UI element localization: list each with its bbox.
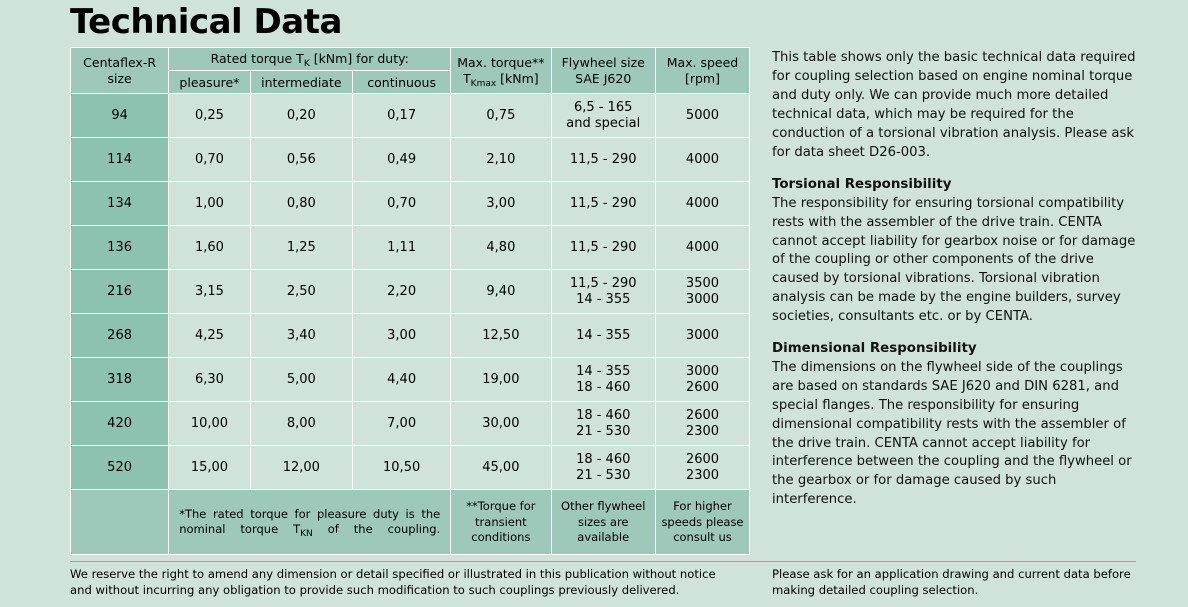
table-row — [71, 226, 750, 270]
header-max-speed-line2: [rpm] — [684, 70, 720, 86]
cell-size: 94 — [71, 94, 169, 138]
cell-pleasure: 15,00 — [169, 446, 250, 490]
cell-intermediate: 0,80 — [250, 182, 352, 226]
header-max-torque-line2 — [451, 71, 550, 87]
cell-max-speed: 3000 — [655, 314, 749, 358]
cell-intermediate: 0,56 — [250, 138, 352, 182]
cell-flywheel: 11,5 - 290 — [551, 226, 655, 270]
cell-max-torque: 0,75 — [451, 94, 551, 138]
dimensional-heading: Dimensional Responsibility — [772, 340, 977, 356]
footnote-rated-post: of the coupling. — [312, 522, 441, 537]
cell-flywheel: 14 - 355 — [551, 314, 655, 358]
cell-intermediate: 3,40 — [250, 314, 352, 358]
cell-size: 520 — [71, 446, 169, 490]
cell-size: 420 — [71, 402, 169, 446]
cell-continuous: 4,40 — [353, 358, 451, 402]
header-flywheel-line2: SAE J620 — [575, 70, 632, 86]
cell-intermediate: 0,20 — [250, 94, 352, 138]
cell-intermediate: 8,00 — [250, 402, 352, 446]
footnote-rated-torque — [169, 490, 451, 555]
cell-size: 134 — [71, 182, 169, 226]
cell-continuous: 0,17 — [353, 94, 451, 138]
cell-flywheel: 14 - 355 18 - 460 — [551, 358, 655, 402]
cell-max-speed: 4000 — [655, 182, 749, 226]
cell-flywheel: 18 - 460 21 - 530 — [551, 402, 655, 446]
cell-pleasure: 1,60 — [169, 226, 250, 270]
cell-size: 268 — [71, 314, 169, 358]
cell-continuous: 1,11 — [353, 226, 451, 270]
footnote-speed: For higher speeds please consult us — [655, 490, 749, 555]
footnote-max-torque: **Torque for transient conditions — [451, 490, 551, 555]
dimensional-body: The dimensions on the flywheel side of the couplings are based on standards SAE J620 and DIN 6281, and special flanges. The responsibility for ensuring dimensional compatibility rests with the assembler of the drive train. CENTA cannot accept liability for interference between the coupling and the flywheel or the gearbox or for damage caused by such interference. — [772, 360, 1132, 508]
cell-continuous: 3,00 — [353, 314, 451, 358]
cell-max-torque: 30,00 — [451, 402, 551, 446]
header-flywheel-line1: Flywheel size — [561, 55, 645, 71]
cell-continuous: 2,20 — [353, 270, 451, 314]
cell-max-speed: 4000 — [655, 226, 749, 270]
technical-data-table — [70, 47, 750, 555]
header-rated-torque-sub: K — [303, 59, 310, 70]
table-body — [71, 94, 750, 490]
cell-flywheel: 11,5 - 290 — [551, 182, 655, 226]
footnote-blank — [71, 490, 169, 555]
header-max-speed — [655, 48, 749, 94]
cell-continuous: 0,70 — [353, 182, 451, 226]
header-size — [71, 48, 169, 94]
footnote-flywheel: Other flywheel sizes are available — [551, 490, 655, 555]
cell-size: 136 — [71, 226, 169, 270]
disclaimer-left: We reserve the right to amend any dimension or detail specified or illustrated in this publication without notice and without incurring any obligation to provide such modification to such couplings previously delivered. — [70, 567, 716, 598]
cell-size: 216 — [71, 270, 169, 314]
bottom-notes — [70, 561, 1136, 598]
cell-intermediate: 5,00 — [250, 358, 352, 402]
cell-max-torque: 4,80 — [451, 226, 551, 270]
torsional-body: The responsibility for ensuring torsional compatibility rests with the assembler of the drive train. CENTA cannot accept liability for gearbox noise or for damage of the coupling or other components of the drive caused by torsional vibrations. Torsional vibration analysis can be made by the engine builders, survey societies, consultants etc. or by CENTA. — [772, 195, 1136, 325]
cell-pleasure: 0,70 — [169, 138, 250, 182]
cell-max-speed: 3500 3000 — [655, 270, 749, 314]
cell-pleasure: 10,00 — [169, 402, 250, 446]
table-row — [71, 182, 750, 226]
footnote-rated-pre: *The rated torque for pleasure duty is the nominal torque T — [179, 506, 441, 537]
cell-flywheel: 6,5 - 165 and special — [551, 94, 655, 138]
table-row — [71, 138, 750, 182]
page-title: Technical Data — [70, 2, 342, 42]
header-rated-torque-rest: [kNm] for duty: — [309, 51, 409, 67]
header-max-speed-line1: Max. speed — [666, 55, 739, 71]
table-row — [71, 402, 750, 446]
header-duty-intermediate: intermediate — [250, 71, 352, 94]
cell-max-torque: 45,00 — [451, 446, 551, 490]
table-row — [71, 314, 750, 358]
header-size-line2: size — [107, 70, 132, 86]
cell-pleasure: 4,25 — [169, 314, 250, 358]
table-row — [71, 94, 750, 138]
cell-size: 114 — [71, 138, 169, 182]
header-max-torque-line1: Max. torque** — [457, 54, 545, 70]
side-intro: This table shows only the basic technical data required for coupling selection based on engine nominal torque and duty only. We can provide much more detailed technical data, which may be required for the conduction of a torsional vibration analysis. Please ask for data sheet D26-003. — [772, 50, 1136, 160]
header-max-torque-symbol: T — [463, 70, 471, 86]
cell-flywheel: 18 - 460 21 - 530 — [551, 446, 655, 490]
cell-max-speed: 5000 — [655, 94, 749, 138]
cell-max-speed: 3000 2600 — [655, 358, 749, 402]
header-rated-torque — [169, 48, 451, 71]
cell-max-torque: 2,10 — [451, 138, 551, 182]
cell-pleasure: 1,00 — [169, 182, 250, 226]
cell-intermediate: 2,50 — [250, 270, 352, 314]
table-row — [71, 446, 750, 490]
content-area — [70, 47, 1136, 555]
cell-continuous: 0,49 — [353, 138, 451, 182]
table-row — [71, 270, 750, 314]
cell-continuous: 7,00 — [353, 402, 451, 446]
cell-max-speed: 2600 2300 — [655, 446, 749, 490]
header-max-torque-unit: [kNm] — [496, 70, 539, 86]
cell-max-torque: 19,00 — [451, 358, 551, 402]
footnote-rated-sub: KN — [300, 529, 313, 540]
cell-intermediate: 1,25 — [250, 226, 352, 270]
header-max-torque-subscript: Kmax — [470, 78, 497, 89]
cell-max-torque: 3,00 — [451, 182, 551, 226]
header-duty-continuous: continuous — [353, 71, 451, 94]
cell-max-torque: 9,40 — [451, 270, 551, 314]
cell-max-speed: 2600 2300 — [655, 402, 749, 446]
header-duty-pleasure: pleasure* — [169, 71, 250, 94]
cell-pleasure: 6,30 — [169, 358, 250, 402]
cell-intermediate: 12,00 — [250, 446, 352, 490]
cell-continuous: 10,50 — [353, 446, 451, 490]
disclaimer-right: Please ask for an application drawing and current data before making detailed coupling selection. — [772, 567, 1131, 598]
technical-data-table-wrap — [70, 47, 750, 555]
table-header-row-1 — [71, 48, 750, 71]
table-row — [71, 358, 750, 402]
cell-max-torque: 12,50 — [451, 314, 551, 358]
torsional-heading: Torsional Responsibility — [772, 176, 952, 192]
cell-flywheel: 11,5 - 290 — [551, 138, 655, 182]
header-flywheel — [551, 48, 655, 94]
cell-pleasure: 3,15 — [169, 270, 250, 314]
cell-max-speed: 4000 — [655, 138, 749, 182]
table-footnote-row — [71, 490, 750, 555]
header-rated-torque-text: Rated torque T — [210, 51, 304, 67]
cell-size: 318 — [71, 358, 169, 402]
cell-flywheel: 11,5 - 290 14 - 355 — [551, 270, 655, 314]
side-notes — [750, 47, 1136, 522]
cell-pleasure: 0,25 — [169, 94, 250, 138]
header-size-line1: Centaflex-R — [83, 55, 157, 71]
header-max-torque — [451, 48, 551, 94]
